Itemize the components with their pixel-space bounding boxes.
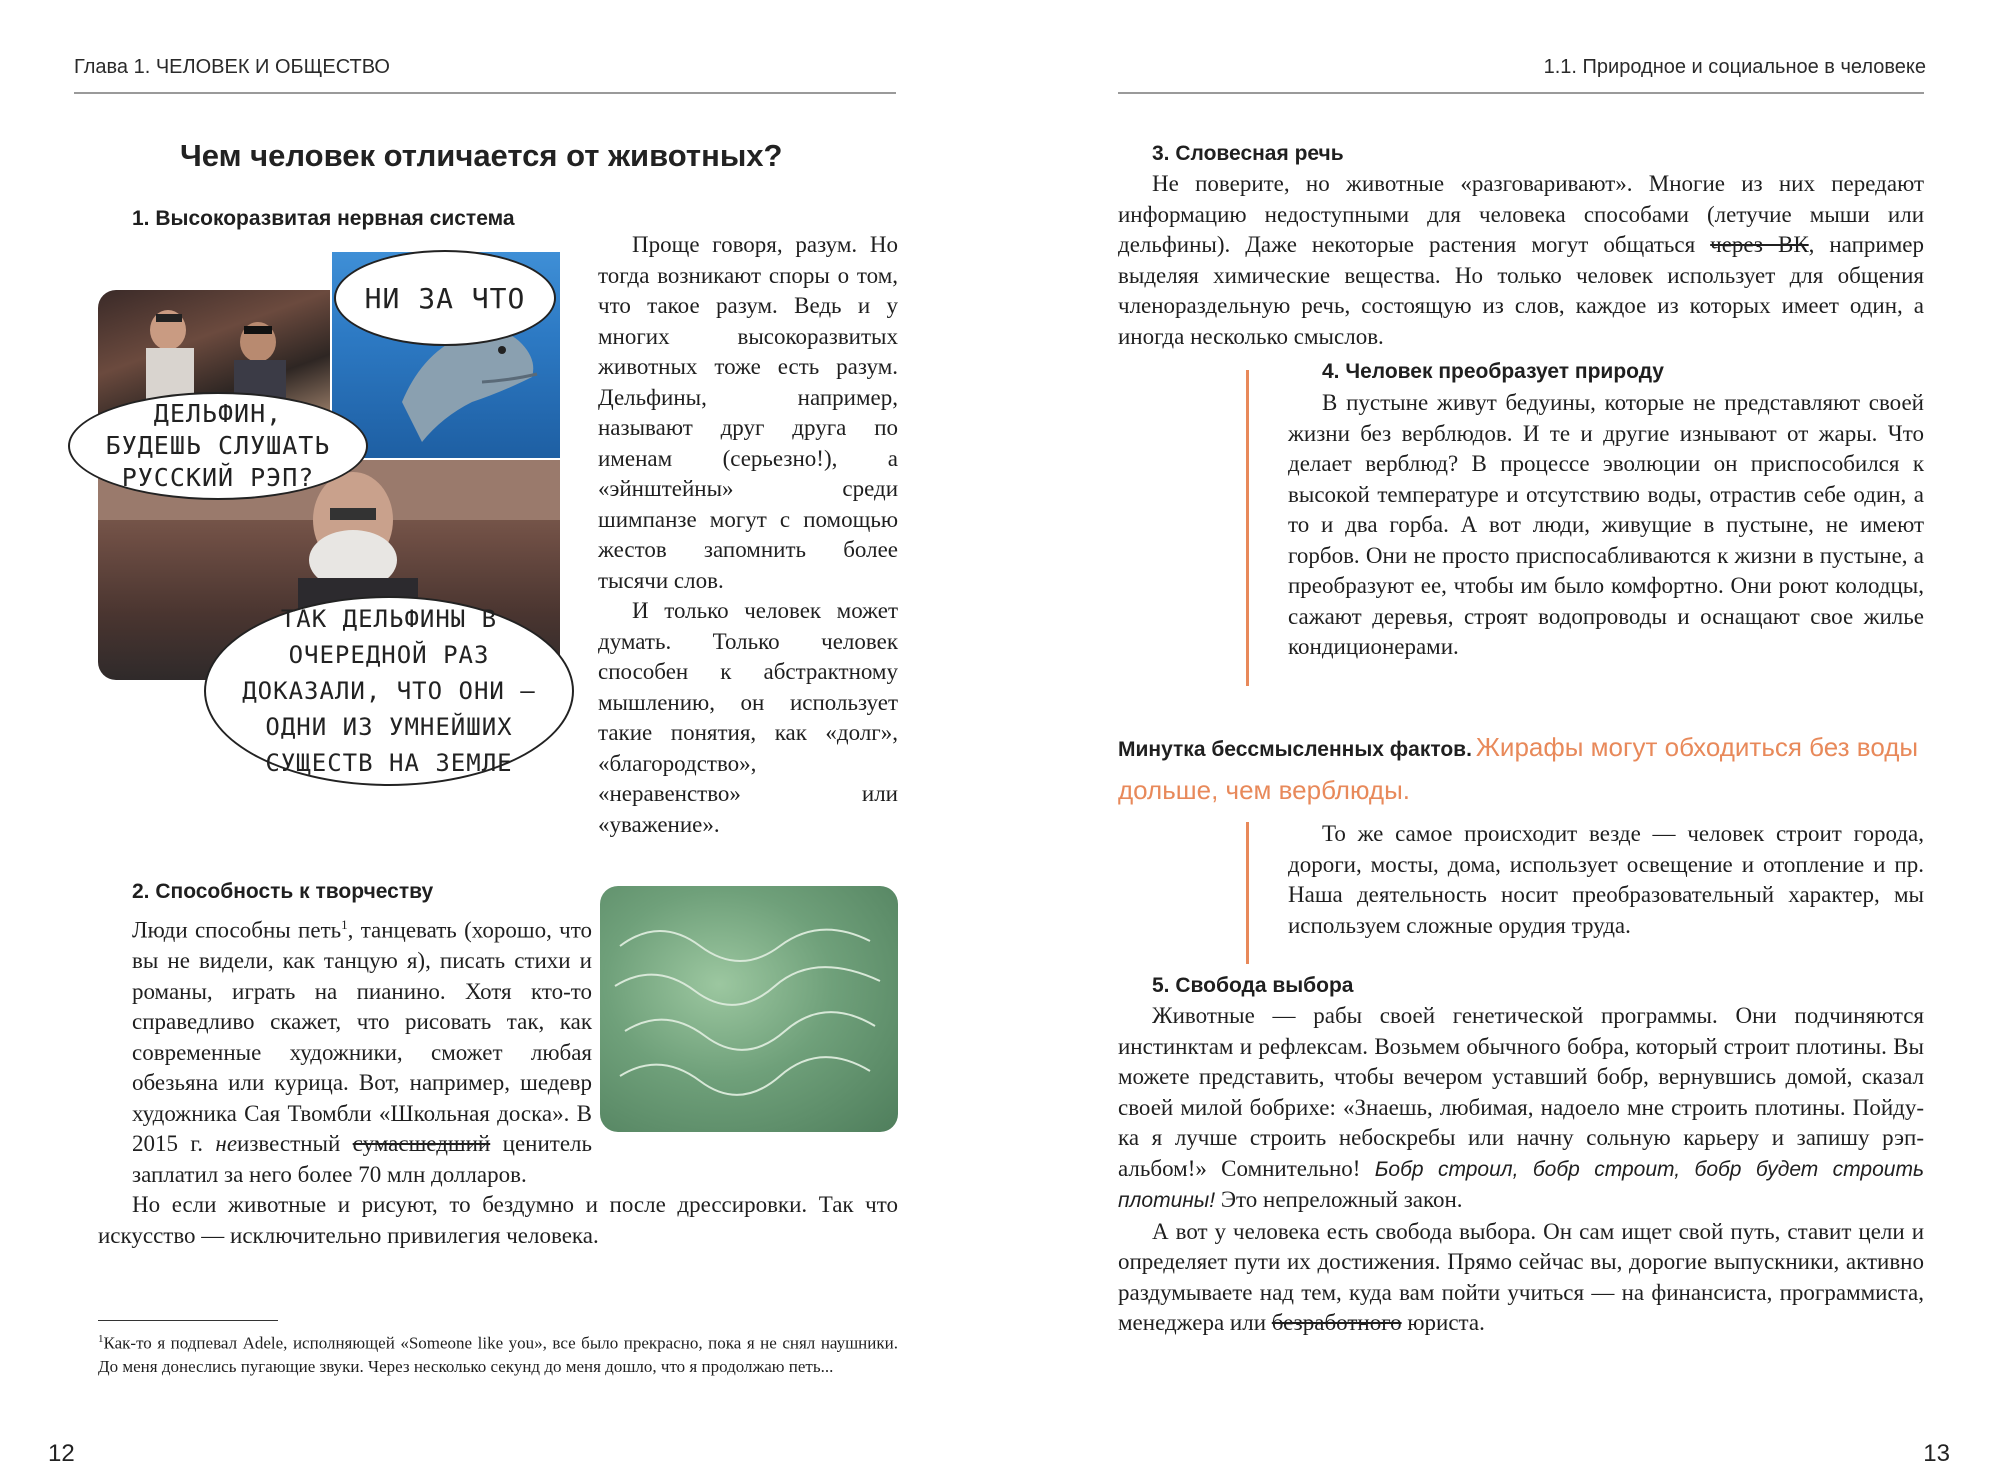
speech-bubble-top <box>334 250 556 346</box>
s2-strike: сумасшедший <box>352 1131 491 1157</box>
quote-bar-1 <box>1246 370 1249 686</box>
s3-strike: через ВК <box>1710 232 1809 257</box>
bubble-bottom-text: ТАК ДЕЛЬФИНЫ В ОЧЕРЕДНОЙ РАЗ ДОКАЗАЛИ, ЧТО ОНИ – ОДНИ ИЗ УМНЕЙШИХ СУЩЕСТВ НА ЗЕМЛЕ <box>242 605 536 777</box>
header-rule-right <box>1118 92 1924 94</box>
footnote <box>98 1328 898 1378</box>
section-4-para: В пустыне живут бедуины, которые не представляют своей жизни без верблюдов. И те и другие изнывают от жары. Что делает верблюд? В процессе эволюции он приспособился к высокой температуре и отсутствию воды, отрастив себе один, а то и два горба. А вот люди, живущие в пустыне, не имеют горбов. Они не просто приспосабливаются к жизни в пустыне, а преобразуют ее, чтобы им было комфортно. Они роют колодцы, сажают деревья, строят водопроводы и оснащают свое жилье кондиционерами. <box>1288 390 1924 659</box>
section-5-heading: 5. Свобода выбора <box>1152 974 1354 997</box>
section-3-text <box>1118 169 1924 352</box>
s2-ital: не <box>215 1131 238 1157</box>
s5-p2-a: А вот у человека есть свобода выбора. Он сам ищет свой путь, ставит цели и определяет пути их достижения. Прямо сейчас вы, дорогие выпускники, активно раздумываете над тем, куда вам пойти учиться — на финансиста, программиста, менеджера или <box>1118 1218 1924 1335</box>
para-after-fact <box>1288 819 1924 941</box>
section-1-para-1: Проще говоря, разум. Но тогда возникают споры о том, что такое разум. Ведь и у многих высокоразвитых животных тоже есть разум. Дельфины, например, называют друг друга по именам (серьезно!), а «эйнштейны» среди шимпанзе могут с помощью жестов запомнить более тысячи слов. <box>598 232 898 593</box>
fact-text: Жирафы могут обходиться без воды дольше, чем верблюды. <box>1118 732 1919 805</box>
speech-bubble-left <box>68 392 368 500</box>
speech-bubble-bottom <box>204 596 574 786</box>
section-1-para-2: И только человек может думать. Только человек способен к абстрактному мышлению, он использует такие понятия, как «долг», «благородство», «неравенство» или «уважение». <box>598 598 898 837</box>
s2-text-d: ценитель заплатил за него более 70 млн долларов. <box>132 1131 592 1187</box>
bubble-left-text: ДЕЛЬФИН, БУДЕШЬ СЛУШАТЬ РУССКИЙ РЭП? <box>105 399 331 492</box>
footnote-text: Как-то я подпевал Adele, исполняющей «Someone like you», все было прекрасно, пока я не снял наушники. До меня донеслись пугающие звуки. Через несколько секунд до меня дошло, что я продолжаю петь... <box>98 1333 898 1376</box>
footnote-mark: 1 <box>98 1333 104 1345</box>
s5-p2-strike: безработного <box>1271 1310 1402 1335</box>
quote-bar-2 <box>1246 822 1249 964</box>
section-4-text <box>1288 388 1924 663</box>
running-header-right: 1.1. Природное и социальное в человеке <box>1543 56 1926 78</box>
header-rule-left <box>74 92 896 94</box>
section-5-text <box>1118 1001 1924 1339</box>
section-4-heading: 4. Человек преобразует природу <box>1322 360 1664 383</box>
para-after-fact-text: То же самое происходит везде — человек строит города, дороги, мосты, дома, использует освещение и отопление и пр. Наша деятельность носит преобразовательный характер, мы используем сложные орудия труда. <box>1288 821 1924 938</box>
page-number-left: 12 <box>48 1440 75 1467</box>
s2-text-b: , танцевать (хорошо, что вы не видели, как танцую я), писать стихи и романы, играть на пианино. Хотя кто-то справедливо скажет, что рисовать так, как современные художники, сможет любая обезьяна или курица. Вот, например, шедевр художника Сая Твомбли «Школьная доска». В 2015 г. <box>132 917 592 1157</box>
running-header-left: Глава 1. ЧЕЛОВЕК И ОБЩЕСТВО <box>74 56 390 78</box>
section-3-para <box>1118 169 1924 352</box>
footnote-rule <box>98 1320 278 1321</box>
s5-text-a: Животные — рабы своей генетической программы. Они подчиняются инстинктам и рефлексам. Возьмем обычного бобра, который строит плотины. Вы можете представить, чтобы вечером уставший бобр, вернувшись домой, сказал своей милой бобрихе: «Знаешь, любимая, надоело мне строить плотины. Пойду-ка я лучше строить небоскребы или начну сольную карьеру и запишу рэп-альбом!» Сомнительно! <box>1118 1003 1924 1181</box>
section-5-para-2 <box>1118 1217 1924 1339</box>
s3-text-a: Не поверите, но животные «разговаривают». Многие из них передают информацию недоступными для человека способами (летучие мыши или дельфины). Даже некоторые растения могут общаться <box>1118 171 1924 257</box>
section-1-text <box>598 230 898 840</box>
s3-text-b: , например выделяя химические вещества. Но только человек использует для общения членораздельную речь, состоящую из слов, каждое из которых имеет один, а иногда несколько смыслов. <box>1118 232 1924 349</box>
section-2-heading: 2. Способность к творчеству <box>132 880 434 903</box>
footnote-ref: 1 <box>341 917 348 932</box>
section-3-heading: 3. Словесная речь <box>1152 142 1344 165</box>
s2-text-a: Люди способны петь <box>132 917 342 943</box>
section-2-para-2: Но если животные и рисуют, то бездумно и после дрессировки. Так что искусство — исключительно привилегия человека. <box>98 1192 898 1248</box>
fact-label: Минутка бессмысленных фактов. <box>1118 738 1472 761</box>
s2-text-c: известный <box>237 1131 353 1157</box>
section-1-heading: 1. Высокоразвитая нервная система <box>132 207 515 230</box>
page-number-right: 13 <box>1923 1440 1950 1467</box>
section-5-para-1 <box>1118 1001 1924 1217</box>
section-2-para-1a <box>98 910 592 1190</box>
s5-ital: Бобр строил, бобр строит, бобр будет строить плотины! <box>1118 1157 1925 1212</box>
s5-p2-b: юриста. <box>1401 1310 1485 1335</box>
fact-box <box>1118 728 1924 814</box>
page-title: Чем человек отличается от животных? <box>180 138 783 173</box>
bubble-top-text: НИ ЗА ЧТО <box>364 281 526 315</box>
s5-text-b: Это непреложный закон. <box>1215 1187 1463 1212</box>
section-2-text <box>98 910 898 1251</box>
